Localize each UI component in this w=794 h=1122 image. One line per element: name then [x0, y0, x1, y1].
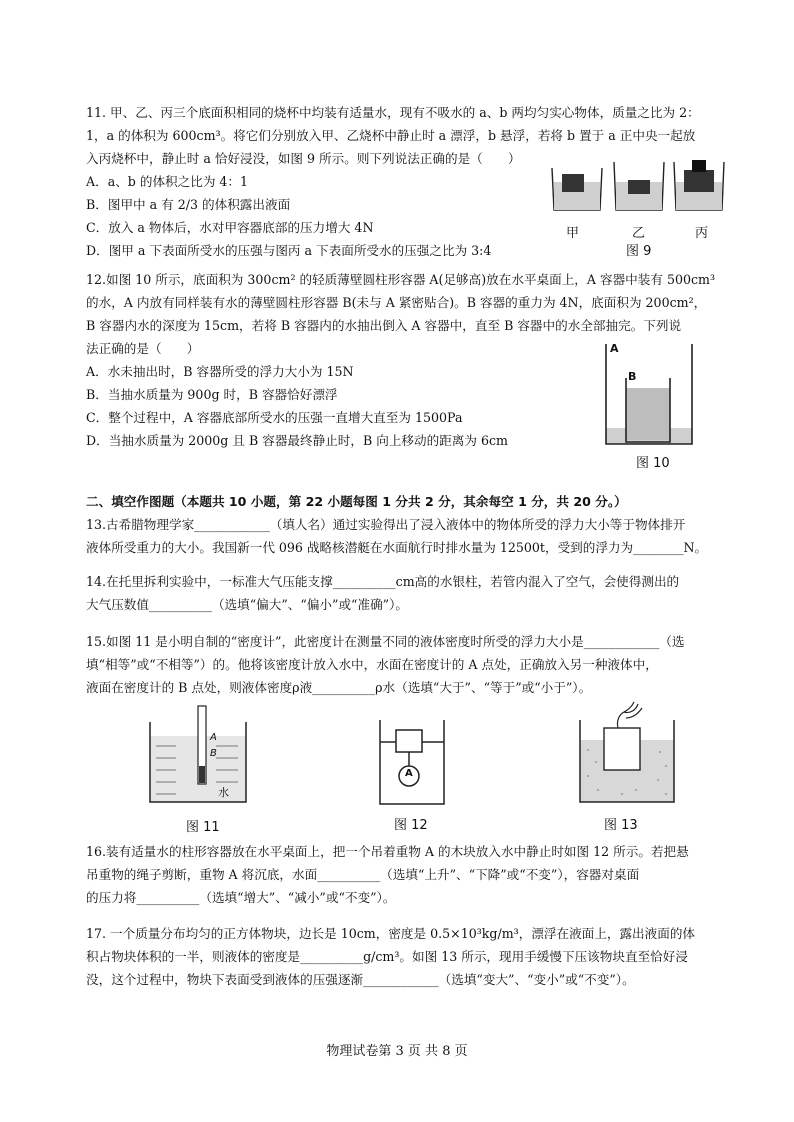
q15-line: 15.如图 11 是小明自制的“密度计”，此密度计在测量不同的液体密度时所受的浮力大小是____________（选 [86, 634, 685, 649]
q12-option-b: B．当抽水质量为 900g 时，B 容器恰好漂浮 [86, 387, 338, 402]
figure-9-label-jia: 甲 [566, 226, 580, 241]
question-16 [86, 840, 726, 909]
q17-line: 17. 一个质量分布均匀的正方体物块，边长是 10cm，密度是 0.5×10³kg/m³，漂浮在液面上，露出液面的体 [86, 926, 696, 941]
q15-line: 液面在密度计的 B 点处，则液体密度ρ液__________ρ水（选填“大于”、“等于”或“小于”）。 [86, 680, 592, 695]
q11-option-c: C．放入 a 物体后，水对甲容器底部的压力增大 4N [86, 220, 374, 235]
q14-line: 大气压数值__________（选填“偏大”、“偏小”或“准确”）。 [86, 597, 408, 612]
figure-9 [548, 158, 730, 258]
figure-9-label-bing: 丙 [695, 226, 709, 241]
figure-10-label-a: A [610, 342, 619, 355]
q16-line: 16.装有适量水的柱形容器放在水平桌面上，把一个吊着重物 A 的木块放入水中静止时如图 12 所示。若把悬 [86, 844, 689, 859]
figure-10-label-b: B [628, 370, 637, 383]
section-2-title: 二、填空作图题（本题共 10 小题，第 22 小题每图 1 分共 2 分，其余每空 1 分，共 20 分。） [86, 494, 627, 509]
q11-option-b: B．图甲中 a 有 2/3 的体积露出液面 [86, 197, 291, 212]
figure-9-label-yi: 乙 [632, 226, 646, 241]
question-14 [86, 570, 726, 616]
figure-9-caption: 图 9 [626, 244, 652, 259]
q11-option-d: D．图甲 a 下表面所受水的压强与图丙 a 下表面所受水的压强之比为 3:4 [86, 243, 492, 258]
q12-line: 12.如图 10 所示，底面积为 300cm² 的轻质薄壁圆柱形容器 A(足够高)放在水平桌面上，A 容器中装有 500cm³ [86, 272, 716, 287]
figure-11 [146, 702, 256, 835]
q15-line: 填“相等”或“不相等”）的。他将该密度计放入水中，水面在密度计的 A 点处，正确放入另一种液体中， [86, 657, 658, 672]
figure-10-drawing [600, 340, 700, 450]
figure-10 [600, 340, 700, 472]
q12-line: 的水，A 内放有同样装有水的薄壁圆柱形容器 B(未与 A 紧密贴合)。B 容器的重力为 4N，底面积为 200cm²， [86, 295, 707, 310]
figure-12-weight-label: A [405, 768, 413, 779]
q13-line: 液体所受重力的大小。我国新一代 096 战略核潜艇在水面航行时排水量为 12500t，受到的浮力为________N。 [86, 540, 708, 555]
figure-11-caption: 图 11 [186, 820, 220, 835]
question-15 [86, 630, 726, 699]
q11-line: 1，a 的体积为 600cm³。将它们分别放入甲、乙烧杯中静止时 a 漂浮，b 悬浮，若将 b 置于 a 正中央一起放 [86, 128, 696, 143]
figure-12 [374, 716, 454, 832]
q12-line: 法正确的是（ ） [86, 341, 200, 356]
q12-line: B 容器内水的深度为 15cm，若将 B 容器内的水抽出倒入 A 容器中，直至 B 容器中的水全部抽完。下列说 [86, 318, 682, 333]
q12-option-a: A．水未抽出时，B 容器所受的浮力大小为 15N [86, 364, 354, 379]
q17-line: 积占物块体积的一半，则液体的密度是__________g/cm³。如图 13 所示，现用手缓慢下压该物块直至恰好浸 [86, 949, 688, 964]
q11-line: 入丙烧杯中，静止时 a 恰好浸没，如图 9 所示。则下列说法正确的是（ ） [86, 151, 521, 166]
figure-11-point-b: B [210, 748, 217, 759]
q16-line: 吊重物的绳子剪断，重物 A 将沉底，水面__________（选填“上升”、“下降”或“不变”），容器对桌面 [86, 867, 640, 882]
q13-line: 13.古希腊物理学家____________（填人名）通过实验得出了浸入液体中的物体所受的浮力大小等于物体排开 [86, 517, 686, 532]
figure-12-caption: 图 12 [394, 818, 428, 833]
q14-line: 14.在托里拆利实验中，一标准大气压能支撑__________cm高的水银柱，若管内混入了空气，会使得测出的 [86, 574, 680, 589]
q16-line: 的压力将__________（选填“增大”、“减小”或“不变”）。 [86, 890, 396, 905]
figure-11-drawing [146, 702, 256, 808]
question-13 [86, 513, 726, 559]
question-17 [86, 922, 726, 991]
figure-13-drawing [572, 700, 682, 806]
figure-11-point-a: A [210, 732, 217, 743]
q17-line: 没，这个过程中，物块下表面受到液体的压强逐渐____________（选填“变大”、“变小”或“不变”）。 [86, 972, 635, 987]
q11-option-a: A．a、b 的体积之比为 4：1 [86, 174, 249, 189]
q12-option-c: C．整个过程中，A 容器底部所受水的压强一直增大直至为 1500Pa [86, 410, 463, 425]
figure-13-caption: 图 13 [604, 818, 638, 833]
figure-13 [572, 700, 682, 832]
page-footer: 物理试卷第 3 页 共 8 页 [326, 1044, 468, 1059]
figure-12-drawing [374, 716, 454, 808]
q11-line: 11. 甲、乙、丙三个底面积相同的烧杯中均装有适量水，现有不吸水的 a、b 两均匀实心物体，质量之比为 2： [86, 105, 700, 120]
figure-10-caption: 图 10 [636, 456, 670, 471]
figure-9-drawing [548, 158, 730, 228]
q12-option-d: D．当抽水质量为 2000g 且 B 容器最终静止时，B 向上移动的距离为 6cm [86, 433, 508, 448]
figure-11-water-label: 水 [218, 786, 229, 799]
